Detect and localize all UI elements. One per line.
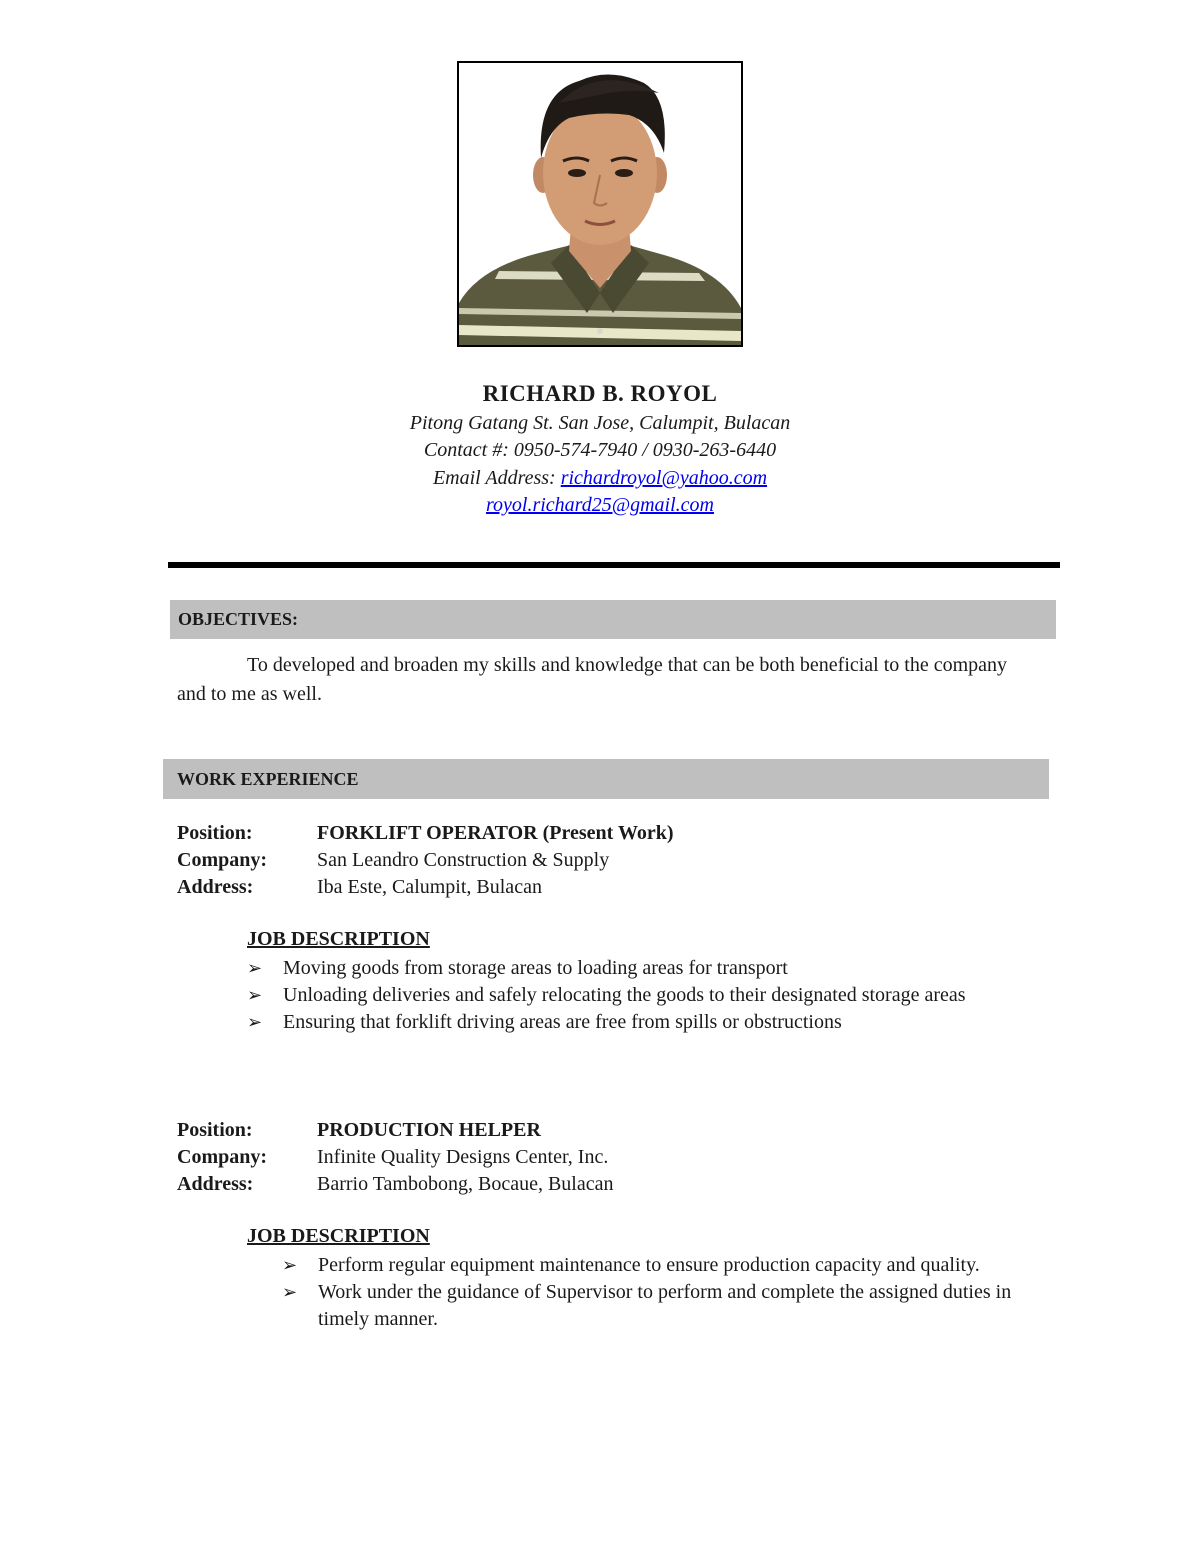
email-label: Email Address: — [432, 467, 561, 489]
job-2-address: Barrio Tambobong, Bocaue, Bulacan — [317, 1173, 614, 1195]
job-1-details — [177, 820, 1037, 901]
company-label: Company: — [177, 849, 268, 871]
candidate-name: RICHARD B. ROYOL — [482, 381, 718, 406]
job-2-details — [177, 1117, 1037, 1198]
arrowhead-bullet-icon: ➢ — [247, 1012, 263, 1033]
job-1-description-title: JOB DESCRIPTION — [247, 928, 430, 950]
job-2-description-title: JOB DESCRIPTION — [247, 1225, 430, 1247]
arrowhead-bullet-icon: ➢ — [247, 958, 263, 979]
job-1-company: San Leandro Construction & Supply — [317, 849, 610, 871]
job-2-position: PRODUCTION HELPER — [317, 1119, 541, 1141]
job-1-position: FORKLIFT OPERATOR (Present Work) — [317, 822, 674, 844]
job-2-duties — [282, 1252, 1042, 1333]
address-label: Address: — [177, 1173, 254, 1195]
email-line-2 — [0, 492, 1200, 519]
arrowhead-bullet-icon: ➢ — [247, 985, 263, 1006]
home-address: Pitong Gatang St. San Jose, Calumpit, Bulacan — [409, 412, 791, 434]
arrowhead-bullet-icon: ➢ — [282, 1255, 298, 1276]
list-item: ➢ Moving goods from storage areas to loading areas for transport — [247, 955, 987, 982]
list-item: ➢ Ensuring that forklift driving areas are free from spills or obstructions — [247, 1009, 987, 1036]
email-link-gmail[interactable]: royol.richard25@gmail.com — [485, 494, 714, 516]
position-label: Position: — [177, 1119, 253, 1141]
email-line — [0, 465, 1200, 492]
list-item: ➢ Unloading deliveries and safely relocating the goods to their designated storage areas — [247, 982, 987, 1009]
position-label: Position: — [177, 822, 253, 844]
profile-photo — [457, 61, 743, 347]
email-link-yahoo[interactable]: richardroyol@yahoo.com — [560, 467, 768, 489]
arrowhead-bullet-icon: ➢ — [282, 1282, 298, 1303]
header-divider — [168, 562, 1060, 568]
job-2-company: Infinite Quality Designs Center, Inc. — [317, 1146, 609, 1168]
address-label: Address: — [177, 876, 254, 898]
person-portrait-icon — [459, 63, 741, 345]
objectives-heading: OBJECTIVES: — [170, 600, 1056, 639]
objective-text: To developed and broaden my skills and knowledge that can be both beneficial to the company and to me as well. — [177, 654, 1008, 705]
work-experience-heading: WORK EXPERIENCE — [163, 759, 1049, 799]
list-item: ➢ Work under the guidance of Supervisor to perform and complete the assigned duties in timely manner. — [282, 1281, 1012, 1330]
list-item: ➢ Perform regular equipment maintenance to ensure production capacity and quality. — [282, 1252, 1042, 1279]
contact-numbers: Contact #: 0950-574-7940 / 0930-263-6440 — [423, 439, 777, 461]
company-label: Company: — [177, 1146, 268, 1168]
job-1-duties — [247, 955, 987, 1036]
job-1-address: Iba Este, Calumpit, Bulacan — [317, 876, 542, 898]
